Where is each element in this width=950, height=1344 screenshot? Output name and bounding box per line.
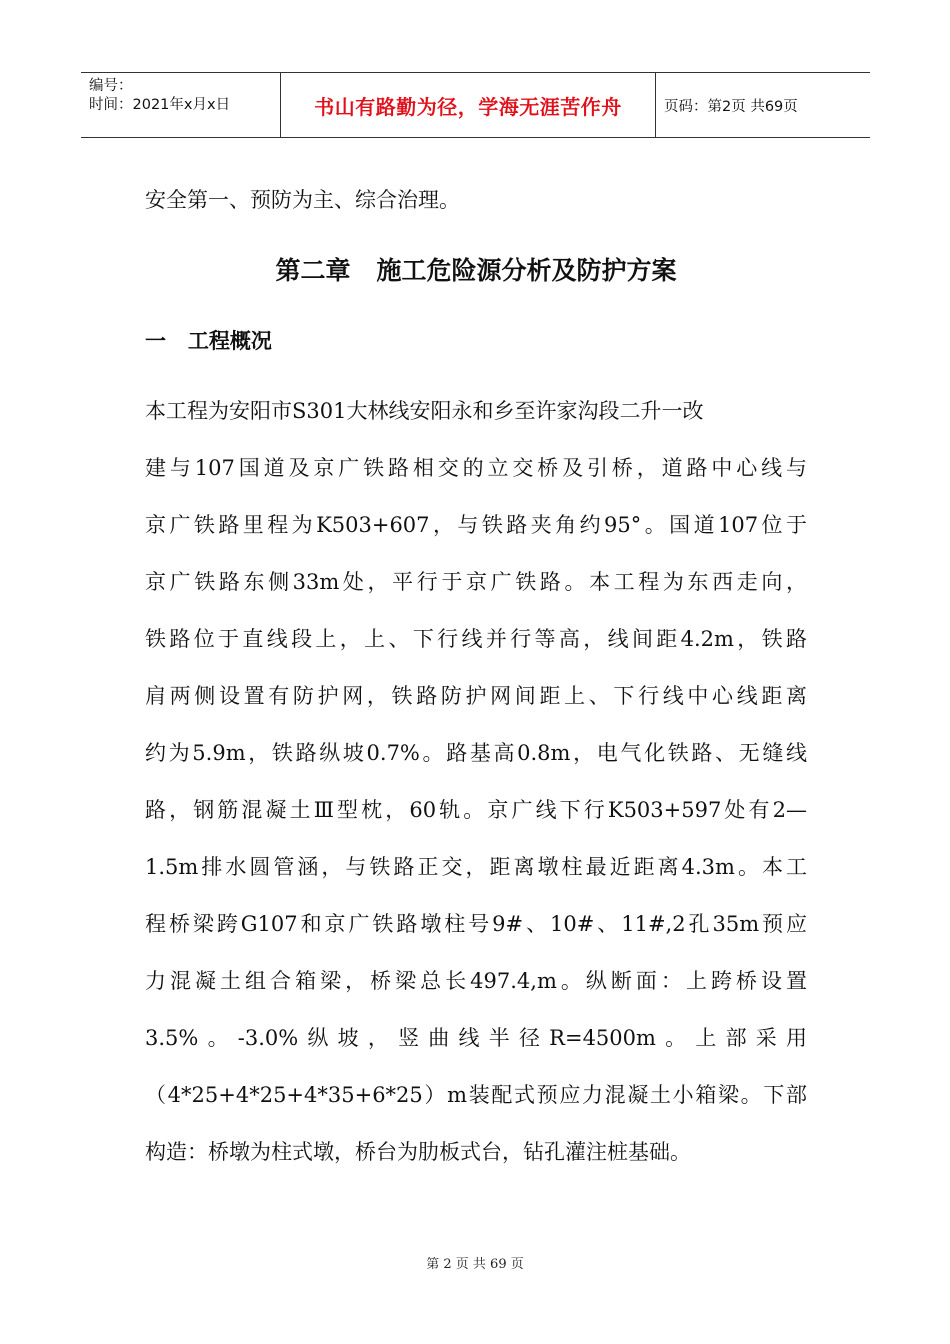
paragraph-line: 3.5%。-3.0%纵坡，竖曲线半径R=4500m。上部采用 xyxy=(145,1026,807,1050)
document-time-label: 时间：2021年x月x日 xyxy=(89,97,231,113)
paragraph-line: 建与107国道及京广铁路相交的立交桥及引桥，道路中心线与 xyxy=(145,456,807,480)
paragraph-line: 肩两侧设置有防护网，铁路防护网间距上、下行线中心线距离 xyxy=(145,684,807,708)
paragraph-line: 京广铁路里程为K503+607，与铁路夹角约95°。国道107位于 xyxy=(145,513,807,537)
paragraph-line: 路，钢筋混凝土Ⅲ型枕，60轨。京广线下行K503+597处有2— xyxy=(145,798,807,822)
page-header xyxy=(81,72,870,138)
header-page-code-cell xyxy=(656,73,870,137)
paragraph-line: 力混凝土组合箱梁，桥梁总长497.4,m。纵断面：上跨桥设置 xyxy=(145,969,807,993)
paragraph-line: （4*25+4*25+4*35+6*25）m装配式预应力混凝土小箱梁。下部 xyxy=(145,1083,807,1107)
header-page-code: 页码：第2页 共69页 xyxy=(664,98,798,115)
page-footer: 第 2 页 共 69 页 xyxy=(426,1257,524,1272)
paragraph-line: 约为5.9m，铁路纵坡0.7%。路基高0.8m，电气化铁路、无缝线 xyxy=(145,741,807,765)
chapter-title: 第二章 施工危险源分析及防护方案 xyxy=(275,256,677,285)
intro-line: 安全第一、预防为主、综合治理。 xyxy=(145,188,460,212)
paragraph-line: 程桥梁跨G107和京广铁路墩柱号9#、10#、11#,2孔35m预应 xyxy=(145,912,807,936)
header-meta xyxy=(81,73,281,137)
document-number-label: 编号： xyxy=(89,78,133,94)
paragraph-line: 京广铁路东侧33m处，平行于京广铁路。本工程为东西走向， xyxy=(145,570,807,594)
paragraph-line: 铁路位于直线段上，上、下行线并行等高，线间距4.2m，铁路 xyxy=(145,627,807,651)
paragraph-line: 构造：桥墩为柱式墩，桥台为肋板式台，钻孔灌注桩基础。 xyxy=(145,1140,691,1164)
section-title: 一 工程概况 xyxy=(145,329,272,353)
header-motto-cell xyxy=(281,73,656,137)
paragraph-line: 本工程为安阳市S301大林线安阳永和乡至许家沟段二升一改 xyxy=(145,399,704,423)
paragraph-line: 1.5m排水圆管涵，与铁路正交，距离墩柱最近距离4.3m。本工 xyxy=(145,855,807,879)
header-motto: 书山有路勤为径，学海无涯苦作舟 xyxy=(314,94,622,119)
